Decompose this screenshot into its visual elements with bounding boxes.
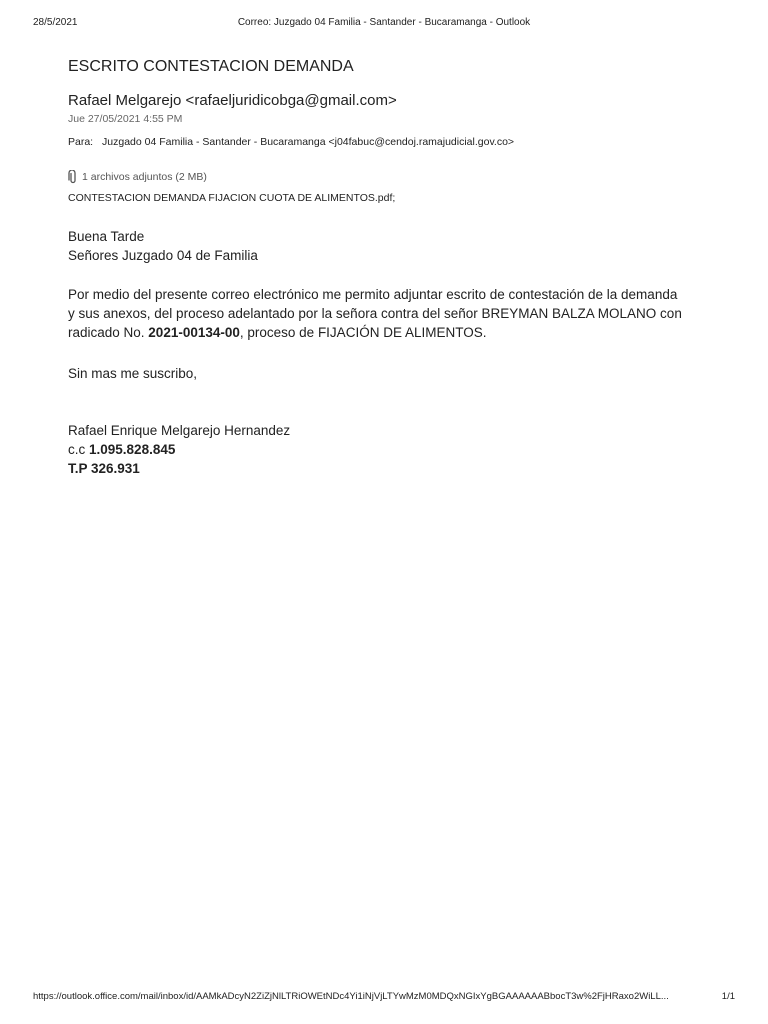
signature-tp	[68, 459, 290, 478]
email-recipient-line	[68, 136, 514, 148]
signature-cc	[68, 440, 290, 459]
footer-page-number: 1/1	[721, 991, 735, 1002]
process-type: , proceso de FIJACIÓN DE ALIMENTOS.	[239, 325, 487, 340]
paragraph-line-2: y sus anexos, del proceso adelantado por la señora contra del señor BREYMAN BALZA MOLANO con	[68, 306, 682, 321]
print-date: 28/5/2021	[33, 17, 78, 28]
print-title: Correo: Juzgado 04 Familia - Santander - Bucaramanga - Outlook	[237, 17, 531, 28]
greeting-line-2: Señores Juzgado 04 de Familia	[68, 248, 258, 263]
email-sender[interactable]: Rafael Melgarejo <rafaeljuridicobga@gmail.com>	[68, 92, 397, 109]
signature-tp-number: T.P 326.931	[68, 461, 140, 476]
closing-line: Sin mas me suscribo,	[68, 366, 198, 381]
paragraph-line-3	[68, 323, 748, 342]
attachments-summary	[68, 170, 207, 184]
print-header	[0, 17, 768, 33]
email-sent-date: Jue 27/05/2021 4:55 PM	[68, 113, 183, 125]
recipient-value[interactable]: Juzgado 04 Familia - Santander - Bucaramanga <j04fabuc@cendoj.ramajudicial.gov.co>	[102, 136, 515, 148]
greeting-block	[68, 227, 258, 265]
radicado-number: 2021-00134-00	[148, 325, 240, 340]
attachments-count: 1 archivos adjuntos (2 MB)	[82, 171, 207, 183]
signature-cc-number: 1.095.828.845	[89, 442, 176, 457]
signature-block	[68, 421, 290, 478]
paperclip-icon	[68, 170, 78, 184]
greeting-line-1: Buena Tarde	[68, 229, 145, 244]
footer-url: https://outlook.office.com/mail/inbox/id/AAMkADcyN2ZiZjNlLTRiOWEtNDc4Yi1iNjVjLTYwMzM0MDQxNGIxYgBGAAAAAABbocT3w%2FjHRaxo2WiLL...	[33, 991, 669, 1002]
recipient-label: Para:	[68, 136, 94, 148]
signature-name: Rafael Enrique Melgarejo Hernandez	[68, 423, 291, 438]
radicado-label: radicado No.	[68, 325, 149, 340]
signature-cc-label: c.c	[68, 442, 90, 457]
attachment-file-name[interactable]: CONTESTACION DEMANDA FIJACION CUOTA DE ALIMENTOS.pdf;	[68, 192, 396, 204]
email-subject: ESCRITO CONTESTACION DEMANDA	[68, 58, 354, 75]
message-paragraph	[68, 285, 748, 342]
paragraph-line-1: Por medio del presente correo electrónico me permito adjuntar escrito de contestación de la demanda	[68, 287, 678, 302]
